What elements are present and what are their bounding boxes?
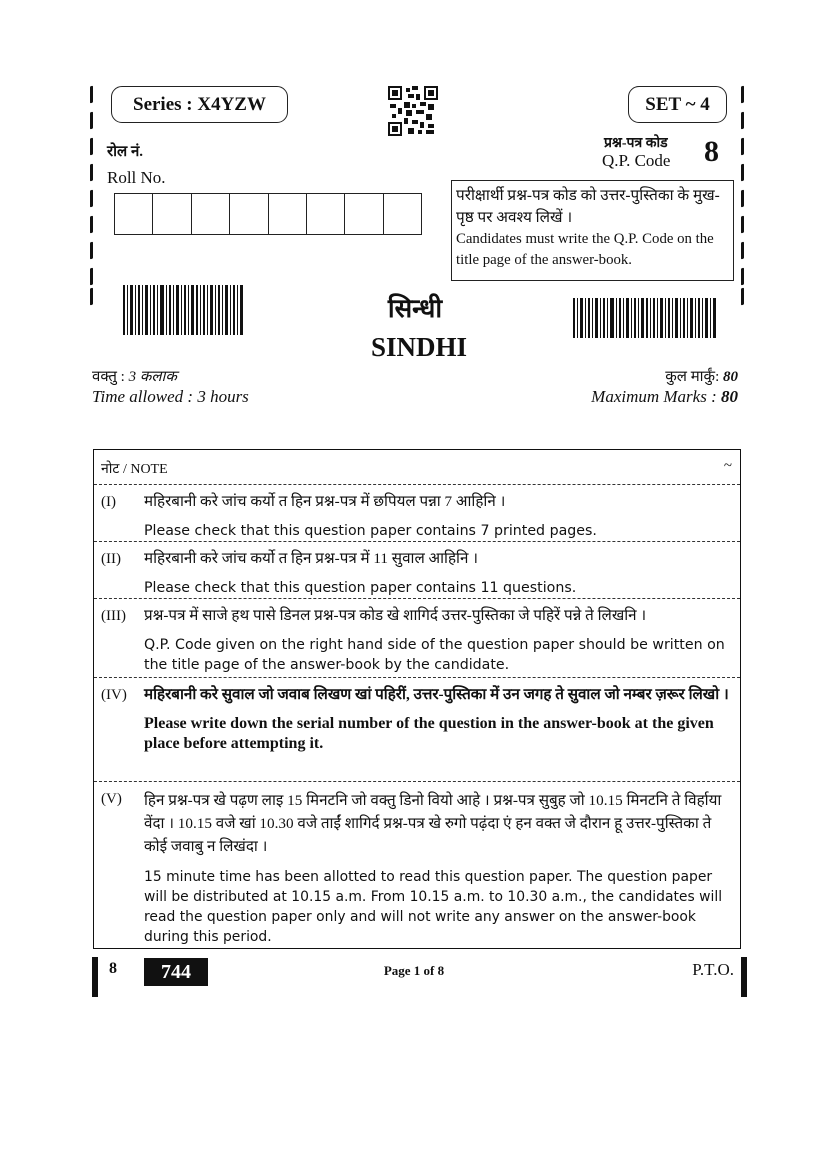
note-item-english: Please write down the serial number of the question in the answer-book at the given place before attempting it. <box>144 715 714 752</box>
note-box <box>93 449 741 949</box>
barcode-right <box>573 298 718 338</box>
qp-code-value: 8 <box>704 135 719 168</box>
note-item-english: Q.P. Code given on the right hand side of the question paper should be written on the title page of the answer-book by the candidate. <box>144 637 725 673</box>
margin-mark <box>741 216 744 234</box>
roll-digit-box[interactable] <box>230 194 268 234</box>
margin-mark <box>90 164 93 182</box>
note-item-hindi: हिन प्रश्न-पत्र खे पढ़ण लाइ 15 मिनटनि जो वक्तु डिनो वियो आहे । प्रश्न-पत्र सुबुह जो 10.15 मिनटनि ते विर्हाया वेंदा । 10.15 वजे खां 10.30 वजे ताईं शागिर्द प्रश्न-पत्र खे रुगो पढ़ंदा एं हन वक्त जे दौरान हू उत्तर-पुस्तिका ते कोई जवाबु न लिखंदा । <box>144 792 722 855</box>
note-item: (V) हिन प्रश्न-पत्र खे पढ़ण लाइ 15 मिनटनि जो वक्तु डिनो वियो आहे । प्रश्न-पत्र सुबुह जो 10.15 मिनटनि ते विर्हाया वेंदा । 10.15 वजे खां 10.30 वजे ताईं शागिर्द प्रश्न-पत्र खे रुगो पढ़ंदा एं हन वक्त जे दौरान हू उत्तर-पुस्तिका ते कोई जवाबु न लिखंदा । 15 minute time has been allotted to read this question paper. The question paper will be distributed at 10.15 a.m. From 10.15 a.m. to 10.30 a.m., the candidates will read the question paper only and will not write any answer on the answer-book during this period. <box>94 781 740 946</box>
note-item: (IV) महिरबानी करे सुवाल जो जवाब लिखण खां पहिरीं, उत्तर-पुस्तिका में उन जगह ते सुवाल जो नम्बर ज़रूर लिखो । Please write down the serial number of the question in the answer-book at the given place before attempting it. <box>94 677 740 781</box>
margin-mark <box>741 138 744 156</box>
subject-title: SINDHI <box>370 332 468 362</box>
margin-mark <box>90 190 93 208</box>
subject-title-hindi: सिन्धी <box>387 294 443 323</box>
margin-mark <box>741 164 744 182</box>
max-marks-hindi: कुल मार्कुं: 80 <box>665 369 738 385</box>
qp-code-label-hindi: प्रश्न-पत्र कोड <box>604 136 668 151</box>
roll-digit-box[interactable] <box>384 194 421 234</box>
margin-mark <box>90 242 93 260</box>
roll-number-boxes[interactable] <box>114 193 422 235</box>
qp-code-instruction-box <box>451 180 734 281</box>
margin-mark <box>90 86 93 104</box>
footer-code: 8 <box>109 960 117 977</box>
margin-mark <box>741 242 744 260</box>
margin-mark <box>741 112 744 130</box>
qp-code-label: Q.P. Code <box>602 151 671 170</box>
note-item: (III) प्रश्न-पत्र में साजे हथ पासे डिनल प्रश्न-पत्र कोड खे शागिर्द उत्तर-पुस्तिका जे पहिरें पन्ने ते लिखनि । Q.P. Code given on the right hand side of the question paper should be written on the title page of the answer-book by the candidate. <box>94 598 740 677</box>
margin-mark <box>90 216 93 234</box>
roll-digit-box[interactable] <box>269 194 307 234</box>
margin-mark <box>741 288 744 306</box>
max-marks: Maximum Marks : 80 <box>591 387 738 406</box>
margin-mark <box>90 138 93 156</box>
note-item-hindi: महिरबानी करे सुवाल जो जवाब लिखण खां पहिरीं, उत्तर-पुस्तिका में उन जगह ते सुवाल जो नम्बर ज़रूर लिखो । <box>144 686 729 703</box>
footer-bar-right <box>741 957 747 997</box>
barcode-left <box>123 285 243 335</box>
footer-bar-left <box>92 957 98 997</box>
note-item-hindi: महिरबानी करे जांच कर्यो त हिन प्रश्न-पत्र में छपियल पन्ना 7 आहिनि । <box>144 493 506 510</box>
note-heading: नोट / NOTE ~ <box>101 458 732 477</box>
series-label: Series : X4YZW <box>111 86 288 123</box>
roll-digit-box[interactable] <box>345 194 383 234</box>
instruction-english: Candidates must write the Q.P. Code on the title page of the answer-book. <box>456 231 714 268</box>
note-item-english: Please check that this question paper contains 11 questions. <box>144 580 577 596</box>
set-label: SET ~ 4 <box>628 86 727 123</box>
pto-label: P.T.O. <box>692 960 734 979</box>
roll-digit-box[interactable] <box>153 194 191 234</box>
tilde-mark: ~ <box>723 458 732 474</box>
margin-mark <box>90 288 93 306</box>
roll-digit-box[interactable] <box>192 194 230 234</box>
time-allowed-hindi: वक्तु : 3 कलाक <box>92 369 177 385</box>
roll-digit-box[interactable] <box>307 194 345 234</box>
page-number: Page 1 of 8 <box>383 963 445 978</box>
roll-label-hindi: रोल नं. <box>107 144 144 160</box>
qr-code-icon <box>388 86 438 136</box>
margin-mark <box>741 268 744 286</box>
time-allowed: Time allowed : 3 hours <box>92 387 249 406</box>
margin-mark <box>90 112 93 130</box>
margin-mark <box>741 86 744 104</box>
note-item-english: 15 minute time has been allotted to read this question paper. The question paper will be distributed at 10.15 a.m. From 10.15 a.m. to 10.30 a.m., the candidates will read the question paper only and will not write any answer on the answer-book during this period. <box>144 869 723 945</box>
roll-label: Roll No. <box>107 168 166 187</box>
note-item: (II) महिरबानी करे जांच कर्यो त हिन प्रश्न-पत्र में 11 सुवाल आहिनि । Please check that this question paper contains 11 questions. <box>94 541 740 598</box>
instruction-hindi: परीक्षार्थी प्रश्न-पत्र कोड को उत्तर-पुस्तिका के मुख-पृष्ठ पर अवश्य लिखें । <box>456 187 720 226</box>
margin-mark <box>90 268 93 286</box>
footer-paper-code: 744 <box>144 958 208 986</box>
roll-digit-box[interactable] <box>115 194 153 234</box>
margin-mark <box>741 190 744 208</box>
note-item-hindi: प्रश्न-पत्र में साजे हथ पासे डिनल प्रश्न-पत्र कोड खे शागिर्द उत्तर-पुस्तिका जे पहिरें पन्ने ते लिखनि । <box>144 607 647 624</box>
note-item-hindi: महिरबानी करे जांच कर्यो त हिन प्रश्न-पत्र में 11 सुवाल आहिनि । <box>144 550 478 567</box>
note-item: (I) महिरबानी करे जांच कर्यो त हिन प्रश्न-पत्र में छपियल पन्ना 7 आहिनि । Please check that this question paper contains 7 printed pages. <box>94 484 740 541</box>
note-item-english: Please check that this question paper contains 7 printed pages. <box>144 523 597 539</box>
